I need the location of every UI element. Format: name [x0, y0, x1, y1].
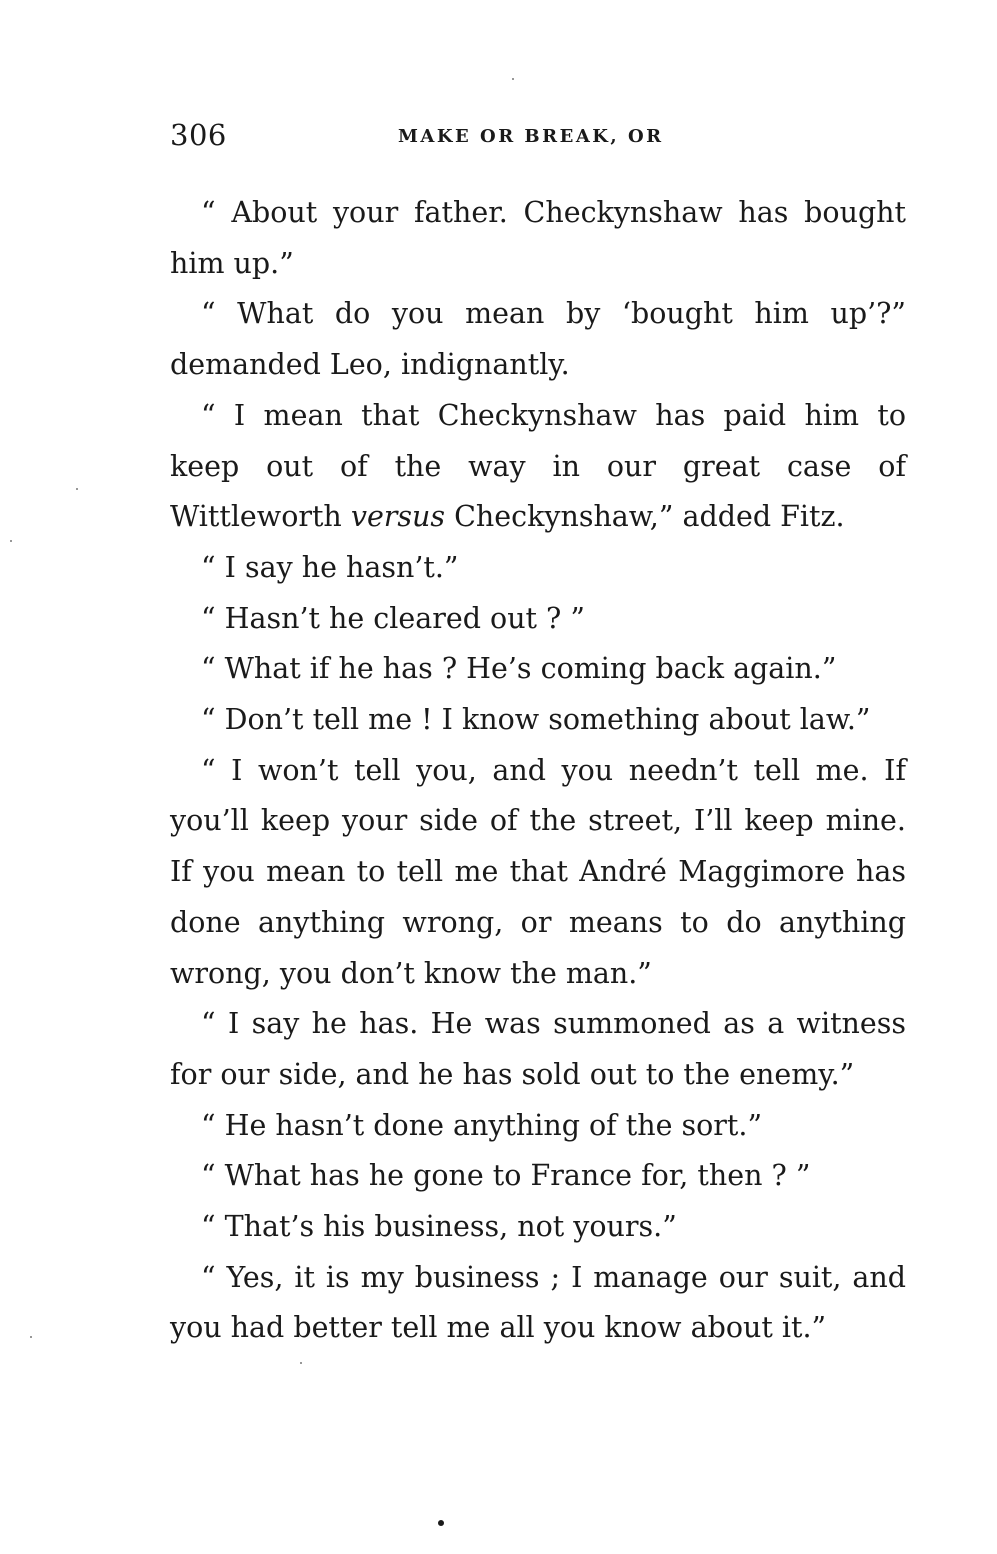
- paragraph: “ He hasn’t done anything of the sort.”: [201, 1108, 763, 1142]
- paper-speck: [76, 488, 78, 490]
- page-header: [170, 118, 910, 158]
- paragraph: “ I say he hasn’t.”: [201, 550, 459, 584]
- paper-speck: [10, 540, 12, 542]
- paragraph: “ What has he gone to France for, then ? ”: [201, 1159, 811, 1193]
- paragraph: “ I say he has. He was summoned as a witness for our side, and he has sold out to the enemy.”: [170, 1007, 906, 1091]
- paragraph: “ Hasn’t he cleared out ? ”: [201, 601, 585, 635]
- paper-speck: [300, 1362, 302, 1364]
- paragraph: “ Yes, it is my business ; I manage our suit, and you had better tell me all you know about it.”: [170, 1260, 906, 1345]
- page-body: [170, 188, 906, 1354]
- paper-speck: [512, 78, 514, 80]
- paragraph: “ About your father. Checkynshaw has bought him up.”: [170, 196, 906, 280]
- running-head: MAKE OR BREAK, OR: [398, 126, 664, 147]
- paragraph: “ What do you mean by ‘bought him up’?” demanded Leo, indignantly.: [170, 297, 906, 382]
- page-number: 306: [170, 118, 227, 152]
- paragraph-text: “ I mean that Checkynshaw has paid him to keep out of the way in our great case of Wittleworth: [170, 398, 906, 534]
- paragraph: “ What if he has ? He’s coming back again.”: [201, 652, 837, 686]
- paragraph: “ I won’t tell you, and you needn’t tell me. If you’ll keep your side of the street, I’ll keep mine. If you mean to tell me that André Maggimore has done anything wrong, or means to do anything wrong, you don’t know the man.”: [170, 753, 906, 990]
- paragraph: “ That’s his business, not yours.”: [201, 1210, 677, 1244]
- italic-word: versus: [350, 500, 446, 534]
- paragraph: [170, 391, 906, 543]
- paragraph: “ Don’t tell me ! I know something about law.”: [201, 703, 871, 737]
- footer-dot-mark: [438, 1520, 444, 1526]
- paragraph-text-tail: Checkynshaw,” added Fitz.: [445, 500, 845, 534]
- paper-speck: [30, 1336, 32, 1338]
